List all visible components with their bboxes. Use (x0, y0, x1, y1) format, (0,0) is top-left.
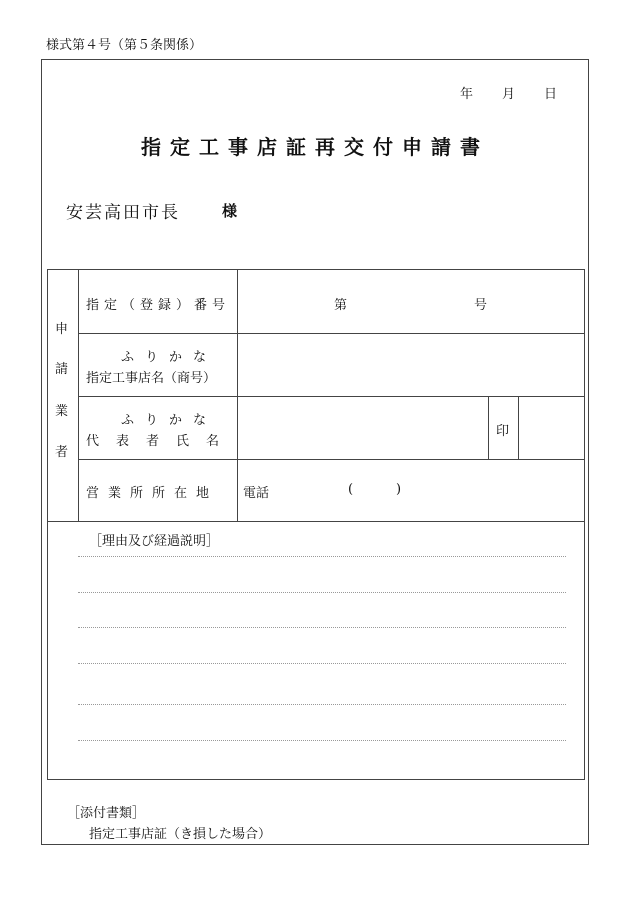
representative-name-label: 代表者氏名 (86, 434, 237, 449)
addressee-name: 安芸高田市長 (66, 203, 180, 223)
reason-writing-line (78, 663, 566, 664)
applicant-label-char: 者 (55, 445, 69, 460)
addressee-honorific: 様 (222, 202, 238, 220)
attachments-item: 指定工事店証（き損した場合） (89, 827, 272, 842)
attachments-header: ［添付書類］ (67, 806, 146, 821)
document-title: 指定工事店証再交付申請書 (141, 135, 489, 159)
date-day-label: 日 (544, 87, 558, 102)
reason-writing-line (78, 592, 566, 593)
reason-writing-line (78, 740, 566, 741)
designation-number-label: 指定（登録）番号 (86, 298, 231, 313)
seal-label: 印 (496, 424, 510, 439)
designation-number-prefix: 第 (334, 298, 348, 313)
applicant-label-char: 申 (55, 322, 69, 337)
store-name-furigana-label: ふりかな (121, 350, 218, 365)
date-year-label: 年 (460, 87, 474, 102)
reason-writing-line (78, 556, 566, 557)
phone-area-paren-open: ( (348, 482, 354, 497)
store-name-label: 指定工事店名（商号） (86, 371, 217, 386)
designation-number-suffix: 号 (474, 298, 488, 313)
representative-furigana-label: ふりかな (121, 413, 218, 428)
phone-label: 電話 (243, 486, 270, 501)
reason-writing-line (78, 627, 566, 628)
phone-area-paren-close: ) (396, 482, 402, 497)
form-number: 様式第４号（第５条関係） (46, 38, 203, 53)
applicant-label-char: 請 (55, 362, 69, 377)
reason-writing-line (78, 704, 566, 705)
office-address-label: 営業所所在地 (86, 486, 219, 501)
date-month-label: 月 (502, 87, 516, 102)
reason-header: ［理由及び経過説明］ (89, 534, 220, 549)
applicant-label-char: 業 (55, 404, 69, 419)
